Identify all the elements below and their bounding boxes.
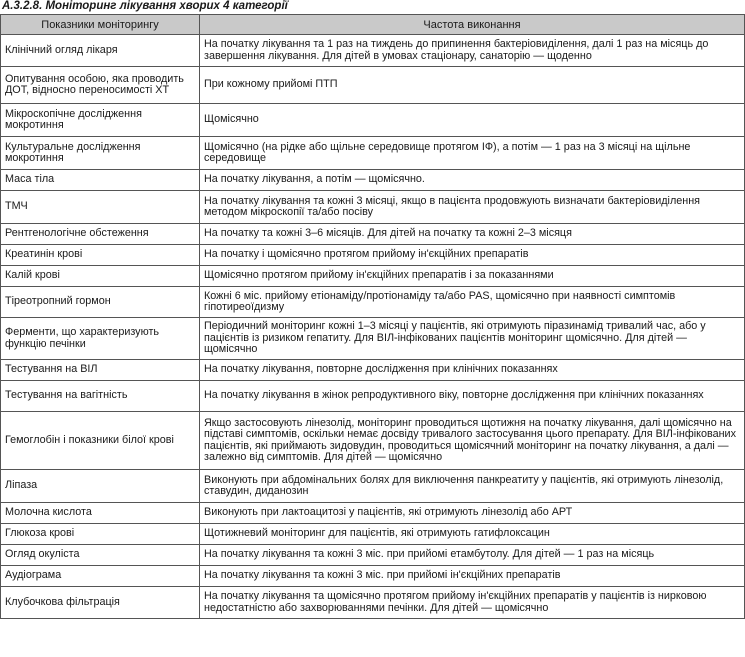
table-row [1,318,745,360]
parameter-cell: Креатинін крові [1,245,200,266]
parameter-cell: Тестування на вагітність [1,381,200,412]
parameter-cell: Аудіограма [1,566,200,587]
table-row [1,191,745,224]
table-row [1,470,745,503]
header-parameter: Показники моніторингу [1,15,200,35]
monitoring-table [0,14,745,619]
parameter-cell: Тіреотропний гормон [1,287,200,318]
frequency-cell: На початку лікування та 1 раз на тиждень до припинення бактеріовиділення, далі 1 раз на місяць до завершення лікування. Для дітей в умовах стаціонару, санаторію — щоденно [200,35,745,67]
frequency-cell: Щотижневий моніторинг для пацієнтів, які отримують гатифлоксацин [200,524,745,545]
frequency-cell: На початку лікування та кожні 3 міс. при прийомі ін'єкційних препаратів [200,566,745,587]
frequency-cell: При кожному прийомі ПТП [200,67,745,104]
table-row [1,566,745,587]
frequency-cell: На початку лікування, а потім — щомісячно. [200,170,745,191]
frequency-cell: Виконують при абдомінальних болях для виключення панкреатиту у пацієнтів, які отримують лінезолід, ставудин, диданозин [200,470,745,503]
table-row [1,35,745,67]
frequency-cell: Щомісячно [200,104,745,137]
parameter-cell: Молочна кислота [1,503,200,524]
frequency-cell: На початку лікування в жінок репродуктивного віку, повторне дослідження при клінічних показаннях [200,381,745,412]
table-header-row [1,15,745,35]
table-row [1,587,745,619]
parameter-cell: Калій крові [1,266,200,287]
table-row [1,412,745,470]
frequency-cell: На початку лікування та щомісячно протягом прийому ін'єкційних препаратів у пацієнтів із нирковою недостатністю або захворюваннями печінки. Для дітей — щомісячно [200,587,745,619]
frequency-cell: На початку та кожні 3–6 місяців. Для дітей на початку та кожні 2–3 місяця [200,224,745,245]
parameter-cell: Ферменти, що характеризують функцію печінки [1,318,200,360]
parameter-cell: Клубочкова фільтрація [1,587,200,619]
parameter-cell: Ліпаза [1,470,200,503]
parameter-cell: Культуральне дослідження мокротиння [1,137,200,170]
table-row [1,67,745,104]
table-row [1,245,745,266]
table-row [1,170,745,191]
frequency-cell: Якщо застосовують лінезолід, моніторинг проводиться щотижня на початку лікування, далі щомісячно на підставі симптомів, оскільки немає досвіду тривалого застосування цього препарату. Для ВІЛ-інфікованих пацієнтів, які приймають зидовудин, проводиться щомісячний моніторинг на початку лікування, а далі — залежно від симптомів. Для дітей — щомісячно [200,412,745,470]
frequency-cell: На початку лікування та кожні 3 місяці, якщо в пацієнта продовжують визначати бактеріовиділення методом мікроскопії та/або посіву [200,191,745,224]
table-row [1,104,745,137]
document-title: А.3.2.8. Моніторинг лікування хворих 4 категорії [2,0,288,12]
parameter-cell: Мікроскопічне дослідження мокротиння [1,104,200,137]
header-frequency: Частота виконання [200,15,745,35]
parameter-cell: Тестування на ВІЛ [1,360,200,381]
parameter-cell: ТМЧ [1,191,200,224]
table-row [1,503,745,524]
frequency-cell: Кожні 6 міс. прийому етіонаміду/протіонаміду та/або PAS, щомісячно при наявності симптомів гіпотиреоїдизму [200,287,745,318]
parameter-cell: Маса тіла [1,170,200,191]
frequency-cell: Щомісячно протягом прийому ін'єкційних препаратів і за показаннями [200,266,745,287]
table-row [1,137,745,170]
parameter-cell: Опитування особою, яка проводить ДОТ, відносно переносимості ХТ [1,67,200,104]
table-row [1,381,745,412]
frequency-cell: На початку лікування, повторне дослідження при клінічних показаннях [200,360,745,381]
frequency-cell: Щомісячно (на рідке або щільне середовище протягом IФ), а потім — 1 раз на 3 місяці на щільне середовище [200,137,745,170]
table-row [1,360,745,381]
table-row [1,287,745,318]
parameter-cell: Рентгенологічне обстеження [1,224,200,245]
parameter-cell: Глюкоза крові [1,524,200,545]
frequency-cell: На початку лікування та кожні 3 міс. при прийомі етамбутолу. Для дітей — 1 раз на місяць [200,545,745,566]
frequency-cell: Періодичний моніторинг кожні 1–3 місяці у пацієнтів, які отримують піразинамід тривалий час, або у пацієнтів із ризиком гепатиту. Для ВІЛ-інфікованих пацієнтів моніторинг щомісячно. Для дітей — щомісячно [200,318,745,360]
table-row [1,545,745,566]
table-row [1,524,745,545]
parameter-cell: Клінічний огляд лікаря [1,35,200,67]
parameter-cell: Гемоглобін і показники білої крові [1,412,200,470]
table-row [1,224,745,245]
table-row [1,266,745,287]
parameter-cell: Огляд окуліста [1,545,200,566]
frequency-cell: На початку і щомісячно протягом прийому ін'єкційних препаратів [200,245,745,266]
frequency-cell: Виконують при лактоацитозі у пацієнтів, які отримують лінезолід або АРТ [200,503,745,524]
